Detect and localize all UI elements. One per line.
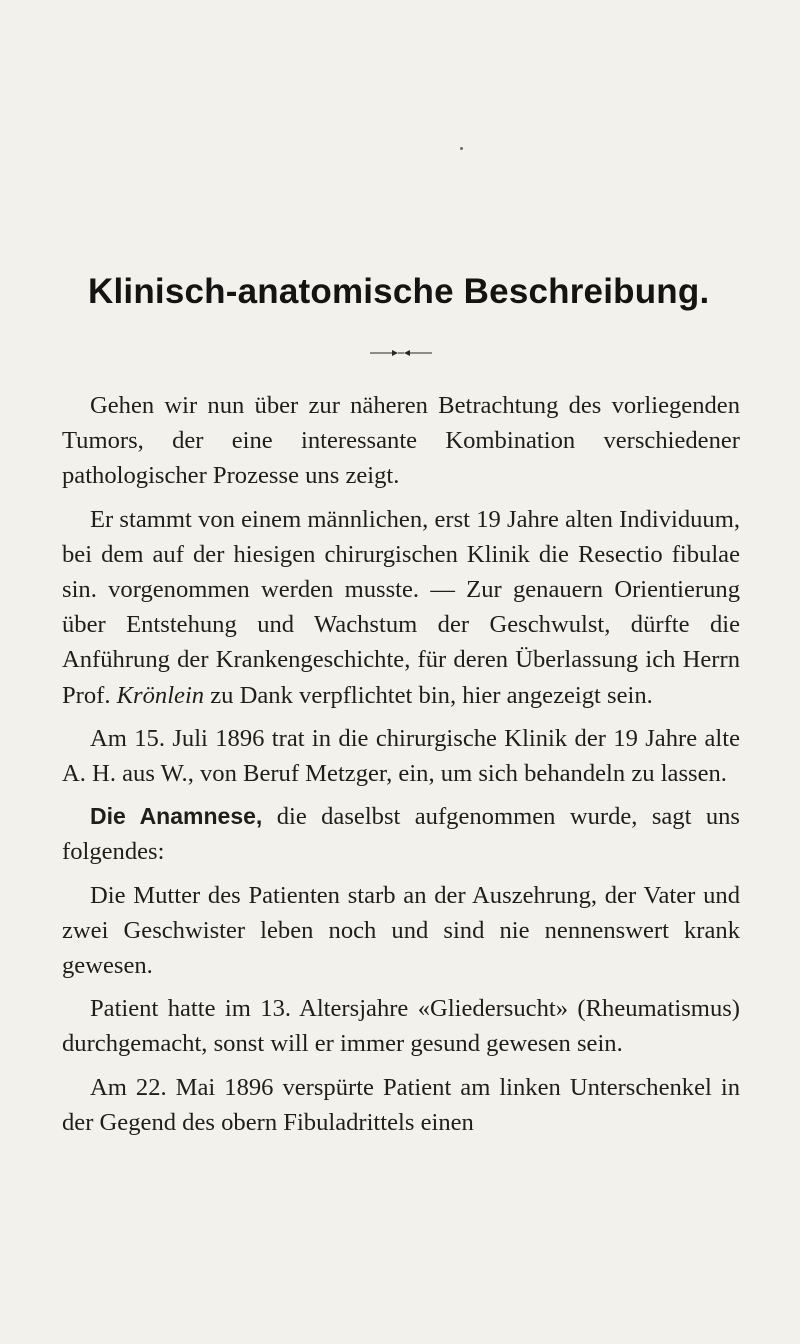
anamnese-heading: Die Anamnese, — [90, 803, 263, 830]
paragraph: Am 22. Mai 1896 verspürte Patient am linken Unterschenkel in der Gegend des obern Fibuladrittels einen — [62, 1073, 740, 1136]
paragraph: Gehen wir nun über zur näheren Betrachtung des vorliegenden Tumors, der eine interessante Kombination verschiedener pathologischer Prozesse uns zeigt. — [62, 392, 740, 490]
paper-speck — [460, 147, 463, 150]
paragraph — [62, 799, 740, 869]
paragraph-text: zu Dank verpflichtet bin, hier angezeigt sein. — [204, 681, 653, 709]
paragraph: Patient hatte im 13. Altersjahre «Gliedersucht» (Rheumatismus) durchgemacht, sonst will er immer gesund gewesen sein. — [62, 995, 740, 1058]
paragraph-text: die daselbst aufgenommen wurde, sagt uns folgendes: — [62, 803, 740, 866]
ornament-divider-icon — [370, 348, 432, 358]
paragraph: Die Mutter des Patienten starb an der Auszehrung, der Vater und zwei Geschwister leben noch und sind nie nennenswert krank gewesen. — [62, 881, 740, 980]
paragraph-text: Er stammt von einem männlichen, erst 19 Jahre alten Individuum, bei dem auf der hiesigen chirurgischen Klinik die Resectio fibulae sin. vorgenommen werden musste. — Zur genauern Orientierung über Entstehung und Wachstum der Geschwulst, dürfte die Anführung der Krankengeschichte, für deren Überlassung ich Herrn Prof. — [62, 505, 740, 709]
section-title: Klinisch-anatomische Beschreibung. — [88, 272, 710, 311]
person-name: Krönlein — [116, 681, 205, 709]
paragraph — [62, 502, 740, 713]
paragraph: Am 15. Juli 1896 trat in die chirurgische Klinik der 19 Jahre alte A. H. aus W., von Beruf Metzger, ein, um sich behandeln zu lassen. — [62, 724, 740, 788]
body-text — [62, 388, 740, 1140]
